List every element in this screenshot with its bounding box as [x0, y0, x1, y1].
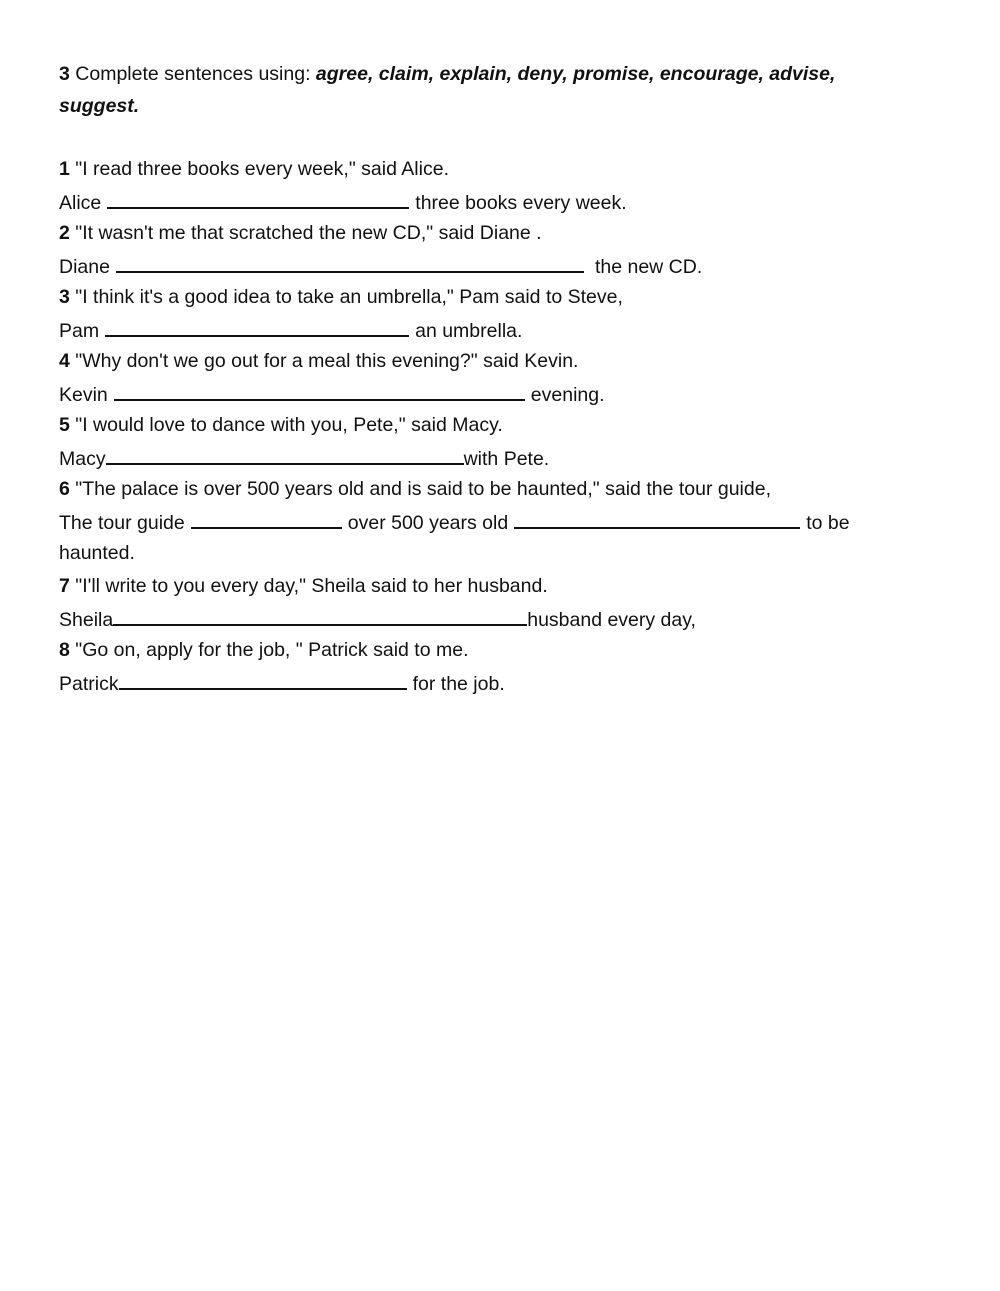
- answer-blank[interactable]: [106, 445, 464, 465]
- answer-start: Patrick: [59, 673, 119, 695]
- item-number: 2: [59, 222, 70, 244]
- item-1-answer: [59, 189, 627, 215]
- quote-text: "Go on, apply for the job, " Patrick said to me.: [75, 639, 469, 661]
- quote-text: "I'll write to you every day," Sheila said to her husband.: [75, 575, 548, 597]
- answer-blank[interactable]: [114, 381, 525, 401]
- item-7-answer: [59, 606, 696, 632]
- item-4-quote: [59, 349, 578, 373]
- answer-extra: haunted.: [59, 542, 135, 564]
- item-number: 3: [59, 286, 70, 308]
- item-6-quote: [59, 477, 771, 501]
- item-number: 1: [59, 158, 70, 180]
- answer-start: Pam: [59, 320, 100, 342]
- item-3-answer: [59, 317, 522, 343]
- instruction-text: Complete sentences using:: [75, 63, 316, 85]
- exercise-number: 3: [59, 63, 70, 85]
- answer-blank-2[interactable]: [514, 509, 800, 529]
- item-2-quote: [59, 221, 542, 245]
- item-number: 4: [59, 350, 70, 372]
- quote-text: "Why don't we go out for a meal this evening?" said Kevin.: [75, 350, 579, 372]
- answer-end: three books every week.: [415, 192, 627, 214]
- quote-text: "It wasn't me that scratched the new CD," said Diane .: [75, 222, 542, 244]
- item-6-answer: [59, 509, 850, 535]
- answer-end: evening.: [530, 384, 605, 406]
- word-bank: agree, claim, explain, deny, promise, encourage, advise, suggest.: [59, 63, 836, 117]
- item-2-answer: [59, 253, 702, 279]
- answer-blank[interactable]: [116, 253, 584, 273]
- item-8-quote: [59, 638, 468, 662]
- item-4-answer: [59, 381, 605, 407]
- answer-middle: over 500 years old: [347, 512, 509, 534]
- answer-start: Diane: [59, 256, 110, 278]
- item-number: 8: [59, 639, 70, 661]
- answer-end: husband every day,: [527, 609, 696, 631]
- item-number: 6: [59, 478, 70, 500]
- answer-end: with Pete.: [463, 448, 550, 470]
- answer-blank[interactable]: [113, 606, 527, 626]
- item-8-answer: [59, 670, 505, 696]
- item-6-answer-continued: [59, 541, 135, 565]
- item-7-quote: [59, 574, 548, 598]
- item-5-answer: [59, 445, 549, 471]
- item-5-quote: [59, 413, 503, 437]
- answer-start: Kevin: [59, 384, 108, 406]
- answer-end: an umbrella.: [415, 320, 523, 342]
- quote-text: "I read three books every week," said Alice.: [75, 158, 449, 180]
- answer-end: for the job.: [412, 673, 505, 695]
- exercise-instruction: [59, 58, 889, 122]
- quote-text: "I think it's a good idea to take an umbrella," Pam said to Steve,: [75, 286, 623, 308]
- quote-text: "I would love to dance with you, Pete," said Macy.: [75, 414, 503, 436]
- item-1-quote: [59, 157, 449, 181]
- answer-blank[interactable]: [107, 189, 409, 209]
- answer-end: the new CD.: [594, 256, 703, 278]
- answer-end: to be: [806, 512, 850, 534]
- answer-start: The tour guide: [59, 512, 185, 534]
- answer-blank[interactable]: [105, 317, 409, 337]
- answer-blank[interactable]: [119, 670, 407, 690]
- answer-blank-1[interactable]: [191, 509, 342, 529]
- item-3-quote: [59, 285, 623, 309]
- answer-start: Macy: [59, 448, 106, 470]
- quote-text: "The palace is over 500 years old and is said to be haunted," said the tour guide,: [75, 478, 771, 500]
- item-number: 5: [59, 414, 70, 436]
- answer-start: Alice: [59, 192, 102, 214]
- answer-start: Sheila: [59, 609, 114, 631]
- item-number: 7: [59, 575, 70, 597]
